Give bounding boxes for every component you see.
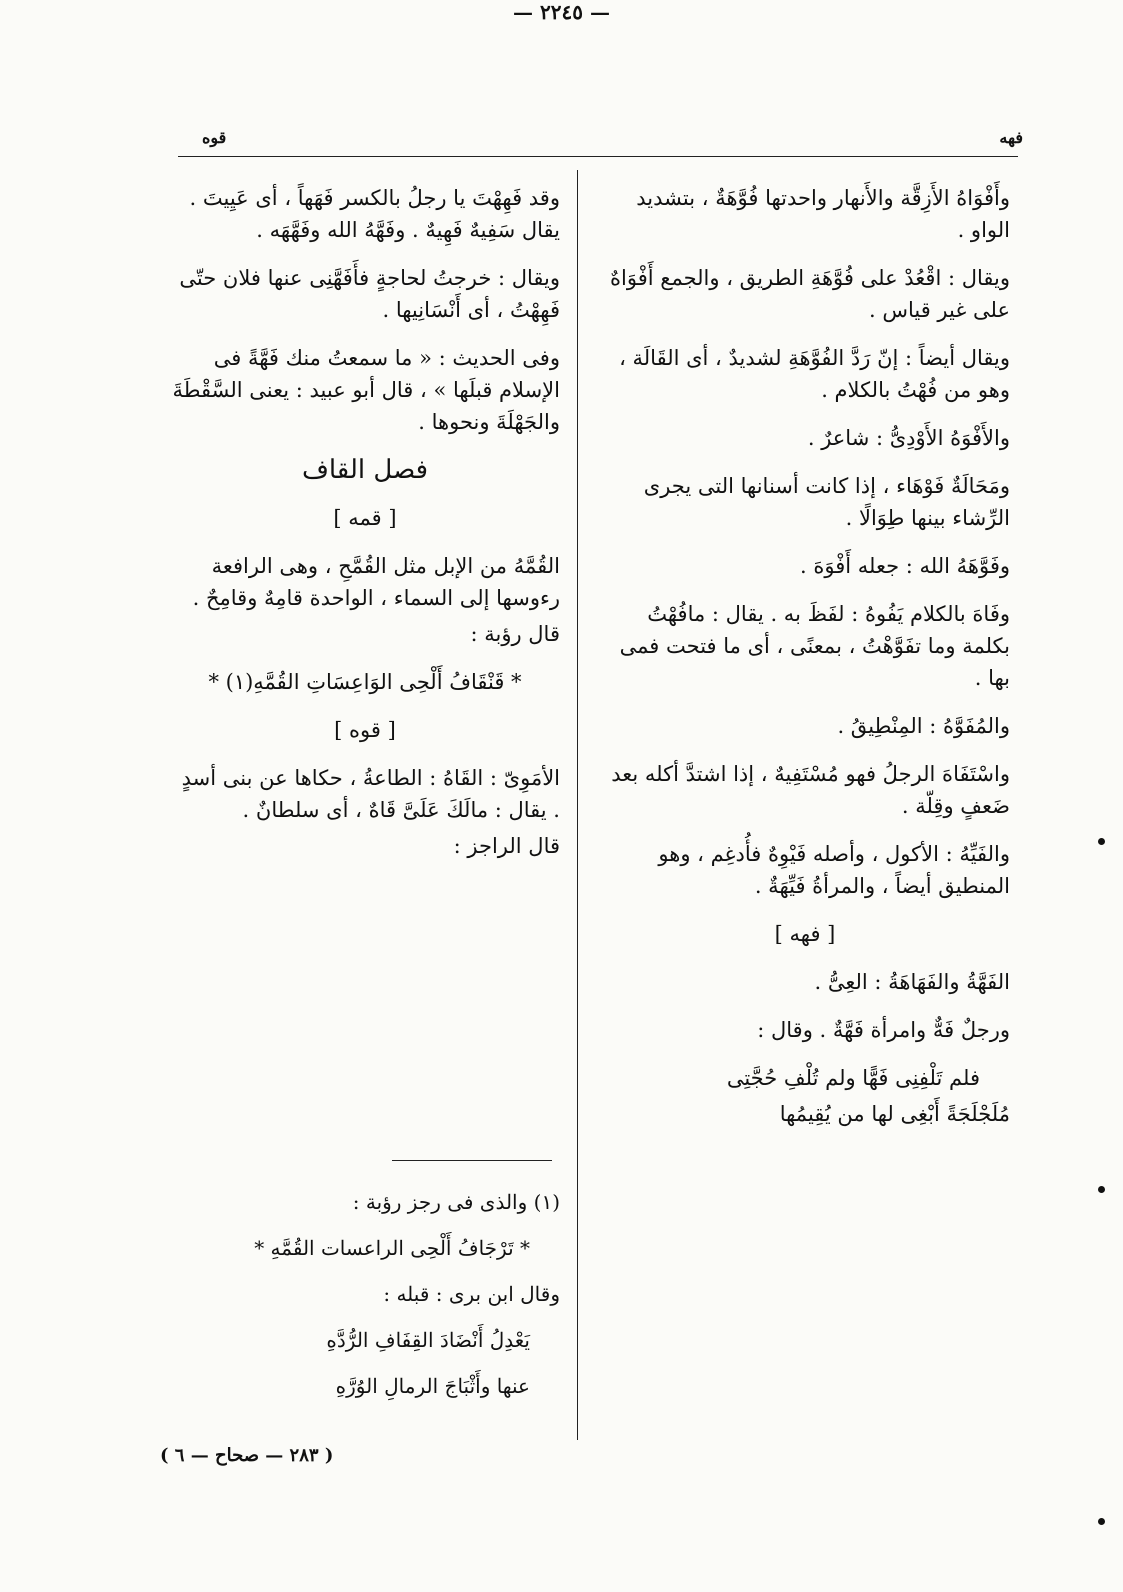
paragraph: قال رؤبة :: [470, 622, 560, 646]
section-title: فصل القاف: [301, 455, 429, 485]
footnote-line: يَعْدِلُ أَنْضَادَ القِفَافِ الرُّدَّهِ: [326, 1328, 530, 1352]
paragraph: الفَهَّةُ والفَهَاهَةُ : العِىُّ .: [814, 970, 1010, 994]
verse-line: مُلَجْلَجَةً أَبْغِى لها من يُقِيمُها: [779, 1102, 1010, 1126]
paragraph: ويقال : خرجتُ لحاجةٍ فأَفَهَّنِى عنها فلان حتّى فَهِهْتُ ، أى أَنْسَانِيها .: [179, 266, 560, 322]
left-column: [170, 182, 560, 878]
footnote-rule: [392, 1160, 552, 1161]
header-entry-left: قوه: [202, 128, 227, 147]
paragraph: الأمَوِىّ : القَاهُ : الطاعةُ ، حكاها عن بنى أسدٍ . يقال : مالَكَ عَلَىَّ قَاهٌ ، أى سلطانٌ .: [181, 766, 560, 822]
paragraph: ورجلٌ فَهٌّ وامرأة فَهَّةٌ . وقال :: [757, 1018, 1010, 1042]
right-column: [600, 182, 1010, 1146]
footnote: [170, 1186, 560, 1416]
footnote-line: (١) والذى فى رجز رؤبة :: [352, 1190, 560, 1214]
entry-heading-qmh: [ قمه ]: [333, 506, 397, 530]
column-divider: [577, 170, 578, 1440]
entry-heading-fhh: [ فهه ]: [774, 922, 836, 946]
verse-line: * قَنْقَافُ أَلْحِى الوَاعِسَاتِ القُمَّهِ(١) *: [208, 670, 522, 694]
paragraph: والفَيِّهُ : الأكول ، وأصله فَيْوِهٌ فأُدغِم ، وهو المنطيق أيضاً ، والمرأةُ فَيِّهَةٌ .: [658, 842, 1010, 898]
paragraph: ومَحَالَةٌ فَوْهَاء ، إذا كانت أسنانها التى يجرى الرِّشاء بينها طِوَالًا .: [643, 474, 1010, 530]
paragraph: وفَوَّهَهُ الله : جعله أَفْوَهَ .: [800, 554, 1010, 578]
footnote-line: * تَرْجَافُ أَلْحِى الراعسات القُمَّهِ *: [254, 1236, 530, 1260]
paragraph: والأَفْوَهُ الأَوْدِىُّ : شاعرٌ .: [807, 426, 1010, 450]
scan-mark: [1098, 838, 1105, 845]
page-number: — ٢٢٤٥ —: [513, 0, 610, 24]
paragraph: وأَفْوَاهُ الأَزِقَّة والأَنهار واحدتها فُوَّهَةٌ ، بتشديد الواو .: [636, 186, 1010, 242]
paragraph: وفَاهَ بالكلام يَفُوهُ : لفَظَ به . يقال : مافُهْتُ بكلمة وما تفَوَّهْتُ ، بمعنًى ، أى ما فتحت فمى بها .: [619, 602, 1010, 690]
paragraph: ويقال أيضاً : إنّ رَدَّ الفُوَّهَةِ لشديدٌ ، أى القَالَة ، وهو من فُهْتُ بالكلام .: [619, 346, 1010, 402]
paragraph: وقد فَهِهْتَ يا رجلُ بالكسر فَهَهاً ، أى عَيِيتَ . يقال سَفِيهٌ فَهِيهٌ . وفَهَّهُ الله وفَهَّهَه .: [189, 186, 560, 242]
paragraph: قال الراجز :: [453, 834, 560, 858]
scan-mark: [1098, 1518, 1105, 1525]
header-rule: [178, 156, 1018, 157]
signature-footer: ( ٢٨٣ — صحاح — ٦ ): [160, 1445, 334, 1466]
paragraph: واسْتَفَاهَ الرجلُ فهو مُسْتَفِيهٌ ، إذا اشتدَّ أكله بعد ضَعفٍ وقِلّة .: [611, 762, 1010, 818]
footnote-line: وقال ابن برى : قبله :: [383, 1282, 560, 1306]
paragraph: القُمَّهُ من الإبل مثل القُمَّحِ ، وهى الرافعة رءوسها إلى السماء ، الواحدة قامِهٌ وقامِحٌ .: [192, 554, 560, 610]
footnote-line: عنها وأَثْبَاجَ الرمالِ الوُرَّهِ: [335, 1374, 530, 1398]
scan-mark: [1098, 1186, 1105, 1193]
paragraph: ويقال : اقْعُدْ على فُوَّهَةِ الطريق ، والجمع أَفْوَاهٌ على غير قياس .: [610, 266, 1010, 322]
paragraph: وفى الحديث : « ما سمعتُ منك فَهَّةً فى الإسلام قبلَها » ، قال أبو عبيد : يعنى السَّقْطَةَ والجَهْلَةَ ونحوها .: [172, 346, 560, 434]
verse-line: فلم تَلْفِنِى فَهًّا ولم تُلْفِ حُجَّتِى: [726, 1066, 980, 1090]
paragraph: والمُفَوَّهُ : المِنْطِيقُ .: [837, 714, 1010, 738]
entry-heading-qwh: [ قوه ]: [334, 718, 396, 742]
header-entry-right: فهه: [999, 128, 1023, 147]
